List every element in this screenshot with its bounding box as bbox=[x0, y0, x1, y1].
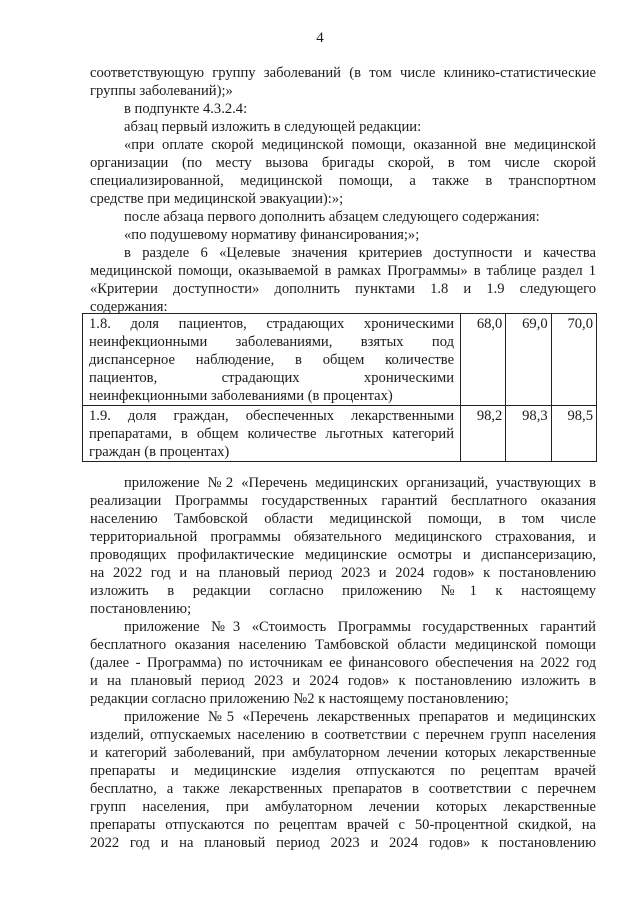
body-line: в разделе 6 «Целевые значения критериев доступности и качества bbox=[124, 245, 596, 261]
body-line: изложить в редакции согласно приложению №1 к настоящему bbox=[90, 583, 596, 599]
body-line: группы заболеваний);» bbox=[90, 83, 233, 99]
value-2022: 68,0 bbox=[461, 314, 506, 406]
body-line: населению Тамбовской области медицинской помощи, в том числе bbox=[90, 511, 596, 527]
body-line: реализации Программы государственных гарантий бесплатного оказания bbox=[90, 493, 596, 509]
body-line: специализированной, медицинской помощи, а также в транспортном bbox=[90, 173, 596, 189]
body-line: бесплатного оказания населению Тамбовской области медицинской помощи bbox=[90, 637, 596, 653]
table-row bbox=[83, 406, 597, 462]
table-cell-line: диспансерное наблюдение, в общем количестве bbox=[89, 352, 455, 368]
criteria-table bbox=[82, 313, 597, 462]
table-cell-line: граждан (в процентах) bbox=[89, 444, 230, 460]
value-2022: 98,2 bbox=[461, 406, 506, 462]
body-line: территориальной программы обязательного медицинского страхования, и bbox=[90, 529, 596, 545]
body-line: соответствующую группу заболеваний (в том числе клинико-статистические bbox=[90, 65, 596, 81]
table-cell-line: неинфекционными заболеваниями, взятых под bbox=[89, 334, 455, 350]
body-line: приложение №3 «Стоимость Программы государственных гарантий bbox=[124, 619, 596, 635]
body-line: организации (по месту вызова бригады скорой, в том числе скорой bbox=[90, 155, 596, 171]
value-2023: 98,3 bbox=[506, 406, 551, 462]
body-line: «по подушевому нормативу финансирования;»; bbox=[124, 227, 420, 243]
page-number: 4 bbox=[316, 30, 324, 46]
table-cell-line: 1.8. доля пациентов, страдающих хроническими bbox=[89, 316, 455, 332]
body-line: препараты и медицинские изделия отпускаются по рецептам врачей bbox=[90, 763, 596, 779]
value-2024: 70,0 bbox=[551, 314, 596, 406]
value-2023: 69,0 bbox=[506, 314, 551, 406]
criterion-description bbox=[83, 406, 461, 462]
body-line: изделий, отпускаемых населению в соответствии с перечнем групп населения bbox=[90, 727, 596, 743]
body-line: в подпункте 4.3.2.4: bbox=[124, 101, 248, 117]
body-line: абзац первый изложить в следующей редакции: bbox=[124, 119, 422, 135]
body-line: приложение №2 «Перечень медицинских организаций, участвующих в bbox=[124, 475, 596, 491]
criterion-description bbox=[83, 314, 461, 406]
body-line: препараты отпускаются по рецептам врачей с 50-процентной скидкой, на bbox=[90, 817, 596, 833]
body-line: «Критерии доступности» дополнить пунктами 1.8 и 1.9 следующего bbox=[90, 281, 596, 297]
body-line: и на плановый период 2023 и 2024 годов» к постановлению изложить в bbox=[90, 673, 596, 689]
body-line: приложение №5 «Перечень лекарственных препаратов и медицинских bbox=[124, 709, 596, 725]
body-line: содержания: bbox=[90, 299, 168, 315]
body-line: средстве при медицинской эвакуации):»; bbox=[90, 191, 344, 207]
body-line: (далее - Программа) по источникам ее финансового обеспечения на 2022 год bbox=[90, 655, 596, 671]
body-line: постановлению; bbox=[90, 601, 192, 617]
body-line: проводящих профилактические медицинские осмотры и диспансеризацию, bbox=[90, 547, 596, 563]
table-cell-line: препаратами, в общем количестве льготных категорий bbox=[89, 426, 455, 442]
body-line: редакции согласно приложению №2 к настоящему постановлению; bbox=[90, 691, 509, 707]
body-line: бесплатно, а также лекарственных препаратов в соответствии с перечнем bbox=[90, 781, 596, 797]
value-2024: 98,5 bbox=[551, 406, 596, 462]
body-line: «при оплате скорой медицинской помощи, оказанной вне медицинской bbox=[124, 137, 596, 153]
body-line: медицинской помощи, оказываемой в рамках Программы» в таблице раздел 1 bbox=[90, 263, 596, 279]
table-row bbox=[83, 314, 597, 406]
body-line: и категорий заболеваний, при амбулаторном лечении которых лекарственные bbox=[90, 745, 596, 761]
table-cell-line: 1.9. доля граждан, обеспеченных лекарственными bbox=[89, 408, 455, 424]
table-cell-line: пациентов, страдающих хроническими bbox=[89, 370, 455, 386]
body-line: 2022 год и на плановый период 2023 и 2024 годов» к постановлению bbox=[90, 835, 596, 851]
table-cell-line: неинфекционными заболеваниями (в процентах) bbox=[89, 388, 393, 404]
body-line: на 2022 год и на плановый период 2023 и 2024 годов» к постановлению bbox=[90, 565, 596, 581]
body-line: групп населения, при амбулаторном лечении которых лекарственные bbox=[90, 799, 596, 815]
body-line: после абзаца первого дополнить абзацем следующего содержания: bbox=[124, 209, 540, 225]
